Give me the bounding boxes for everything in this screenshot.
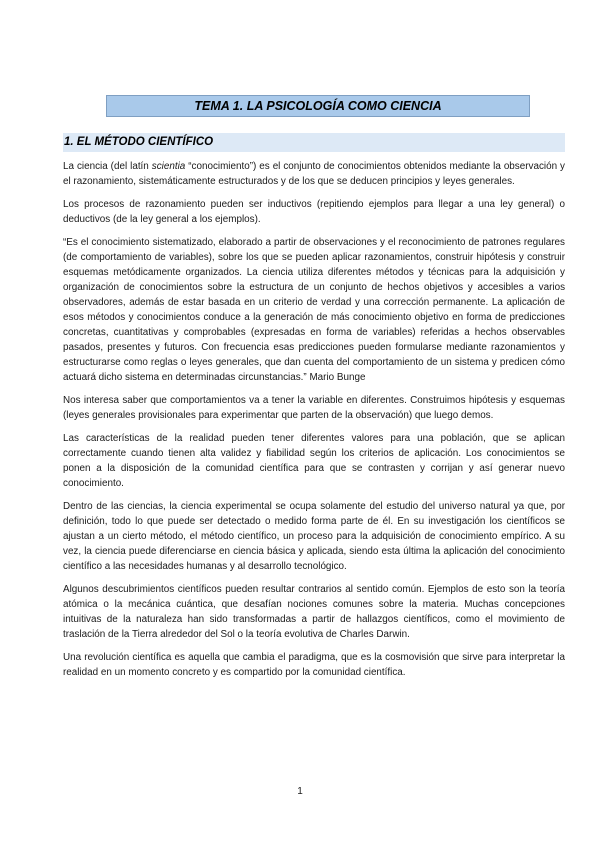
latin-term: scientia (151, 161, 186, 172)
paragraph-discoveries: Algunos descubrimientos científicos pueden resultar contrarios al sentido común. Ejemplos de esto son la teoría atómica o la mecánica cuántica, que desafían nociones comunes sobre la materia. Muchas concepciones intuitivas de la naturaleza han sido transformadas a partir de hallazgos científicos, como el movimiento de traslación de la Tierra alrededor del Sol o la teoría evolutiva de Charles Darwin. (63, 584, 565, 640)
paragraph-revolution: Una revolución científica es aquella que cambia el paradigma, que es la cosmovisión que sirve para interpretar la realidad en un momento concreto y es compartido por la comunidad científica. (63, 652, 565, 678)
paragraph-hypothesis: Nos interesa saber que comportamientos va a tener la variable en diferentes. Construimos hipótesis y esquemas (leyes generales provisionales para experimentar que parten de la observación) que luego demos. (63, 395, 565, 421)
section-heading: 1. EL MÉTODO CIENTÍFICO (63, 133, 565, 152)
paragraph-definition (63, 159, 565, 189)
paragraph-experimental-science: Dentro de las ciencias, la ciencia experimental se ocupa solamente del estudio del universo natural ya que, por definición, todo lo que puede ser detectado o medido forma parte de él. En su investigación los científicos se ajustan a un cierto método, el método científico, un proceso para la adquisición de conocimiento empírico. A su vez, la ciencia puede diferenciarse en ciencia básica y aplicada, siendo esta última la aplicación del conocimiento científico a las necesidades humanas y al desarrollo tecnológico. (63, 501, 565, 572)
paragraph-reasoning: Los procesos de razonamiento pueden ser inductivos (repitiendo ejemplos para llegar a una ley general) o deductivos (de la ley general a los ejemplos). (63, 199, 565, 225)
document-page (63, 95, 565, 680)
paragraph-bunge-quote: “Es el conocimiento sistematizado, elaborado a partir de observaciones y el reconocimiento de patrones regulares (de comportamiento de variables), sobre los que se pueden aplicar razonamientos, construir hipótesis y construir esquemas metódicamente organizados. La ciencia utiliza diferentes métodos y técnicas para la adquisición y organización de conocimientos sobre la estructura de un conjunto de hechos objetivos y accesibles a varios observadores, además de estar basada en un criterio de verdad y una corrección permanente. La aplicación de esos métodos y conocimientos conduce a la generación de más conocimiento objetivo en forma de predicciones concretas, cuantitativas y comprobables (expresadas en forma de variables) referidas a hechos observables pasados, presentes y futuros. Con frecuencia esas predicciones pueden formularse mediante razonamientos y estructurarse como reglas o leyes generales, que dan cuenta del comportamiento de un sistema y predicen cómo actuará dicho sistema en determinadas circunstancias.” Mario Bunge (63, 237, 565, 383)
paragraph-validity: Las características de la realidad pueden tener diferentes valores para una población, que se aplican correctamente cuando tienen alta validez y fiabilidad según los criterios de aplicación. Los conocimientos se ponen a la disposición de la comunidad científica para que se contrasten y corrijan y así generar nuevo conocimiento. (63, 433, 565, 489)
page-number: 1 (297, 786, 303, 797)
paragraph-text: La ciencia (del latín (63, 161, 152, 172)
document-title: TEMA 1. LA PSICOLOGÍA COMO CIENCIA (106, 95, 530, 117)
paragraph-text: “conocimiento”) es el conjunto de conocimientos obtenidos mediante la observación y el razonamiento, sistemáticamente estructurados y de los que se deducen principios y leyes generales. (63, 161, 565, 187)
